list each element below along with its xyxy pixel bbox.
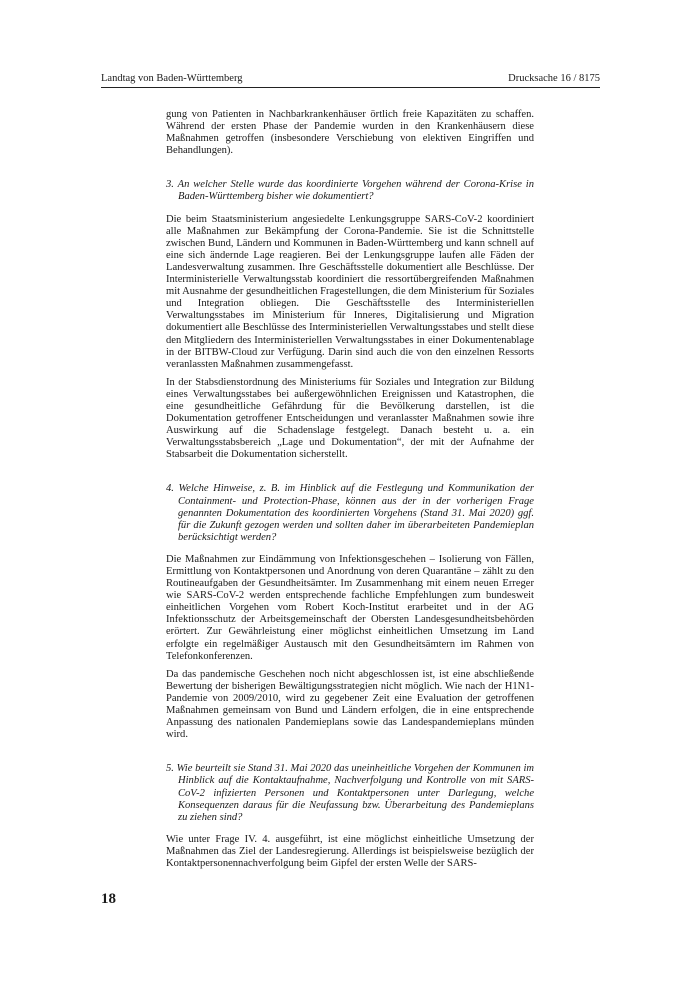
page-number: 18 [101,891,116,907]
question-4: 4. Welche Hinweise, z. B. im Hinblick auf die Festlegung und Kommunikation der Containment- und Protection-Phase, können aus der in der vorherigen Frage genannten Dokumentation des koordinierten Vorgehens (Stand 31. Mai 2020) ggf. für die Zukunft gezogen werden und sollten daher im überarbeiteten Pandemieplan berücksichtigt werden? [166,483,534,543]
header-document-number: Drucksache 16 / 8175 [508,73,600,84]
answer-4-paragraph-2: Da das pandemische Geschehen noch nicht abgeschlossen ist, ist eine abschließende Bewertung der bisherigen Bewältigungsstrategien nicht möglich. Wie nach der H1N1-Pandemie von 2009/2010, wird zu gegebener Zeit eine Evaluation der getroffenen Maßnahmen gemeinsam von Bund und Ländern erfolgen, die in eine entsprechende Anpassung des nationalen Pandemieplans sowie das Landespandemieplans münden wird. [166,668,534,741]
header-publisher: Landtag von Baden-Württemberg [101,73,243,84]
answer-5-paragraph-1: Wie unter Frage IV. 4. ausgeführt, ist eine möglichst einheitliche Umsetzung der Maßnahmen das Ziel der Landesregierung. Allerdings ist beispielsweise bezüglich der Kontaktpersonennachverfolgung beim Gipfel der ersten Welle der SARS- [166,833,534,869]
question-5: 5. Wie beurteilt sie Stand 31. Mai 2020 das uneinheitliche Vorgehen der Kommunen im Hinblick auf die Kontaktaufnahme, Nachverfolgung und Kontrolle von mit SARS-CoV-2 infizierten Personen und Kontaktpersonen unter Darlegung, welche Konsequenzen daraus für die Neufassung bzw. Überarbeitung des Pandemieplans zu ziehen sind? [166,763,534,823]
intro-paragraph: gung von Patienten in Nachbarkrankenhäuser örtlich freie Kapazitäten zu schaffen. Während der ersten Phase der Pandemie wurden in den Krankenhäusern diese Maßnahmen getroffen (insbesondere Verschiebung von elektiven Eingriffen und Behandlungen). [166,109,534,157]
answer-4-paragraph-1: Die Maßnahmen zur Eindämmung von Infektionsgeschehen – Isolierung von Fällen, Ermittlung von Kontaktpersonen und Anordnung von deren Quarantäne – zählt zu den Routineaufgaben der Gesundheitsämter. Im Zusammenhang mit einem neuen Erreger wie SARS-CoV-2 werden entsprechende fachliche Empfehlungen zum bundesweit einheitlichen Vorgehen vom Robert Koch-Institut erarbeitet und in der AG Infektionsschutz der Arbeitsgemeinschaft der Obersten Landesgesundheitsbehörden erörtert. Zur Gewährleistung einer möglichst einheitlichen Umsetzung im Land erfolgte ein regelmäßiger Austausch mit den Gesundheitsämtern im Rahmen von Telefonkonferenzen. [166,553,534,662]
question-3: 3. An welcher Stelle wurde das koordinierte Vorgehen während der Corona-Krise in Baden-Württemberg bisher wie dokumentiert? [166,179,534,203]
answer-3-paragraph-2: In der Stabsdienstordnung des Ministeriums für Soziales und Integration zur Bildung eines Verwaltungsstabes bei außergewöhnlichen Ereignissen und Katastrophen, die eine gesundheitliche Gefährdung für die Bevölkerung darstellen, ist die Dokumentation getroffener Entscheidungen und veranlasster Maßnahmen sowie ihre Auswirkung auf die Schadenslage festgelegt. Danach besteht u. a. ein Verwaltungsstabsbereich „Lage und Dokumentation“, der mit der Aufnahme der Stabsarbeit die Dokumentation sicherstellt. [166,376,534,461]
answer-3-paragraph-1: Die beim Staatsministerium angesiedelte Lenkungsgruppe SARS-CoV-2 koordiniert alle Maßnahmen zur Bekämpfung der Corona-Pandemie. Sie ist die Schnittstelle zwischen Bund, Ländern und Kommunen in Baden-Württemberg und kann schnell auf eine sich ändernde Lage reagieren. Bei der Lenkungsgruppe laufen alle Fäden der Landesverwaltung zusammen. Ihre Geschäftsstelle dokumentiert alle Beschlüsse. Der Interministerielle Verwaltungsstab koordiniert die ressortübergreifenden Maßnahmen mit Ausnahme der gesundheitlichen Fragestellungen, die dem Ministerium für Soziales und Integration obliegen. Die Geschäftsstelle des Interministeriellen Verwaltungsstabes im Ministerium für Inneres, Digitalisierung und Migration dokumentiert alle Beschlüsse des Interministeriellen Verwaltungsstabes und stellt diese den Mitgliedern des Interministeriellen Verwaltungsstabes in einer Dokumentenablage in der BITBW-Cloud zur Verfügung. Darin sind auch die von den einzelnen Ressorts veranlassten Maßnahmen zusammengefasst. [166,213,534,370]
running-header [101,70,600,88]
page-body [166,109,534,876]
